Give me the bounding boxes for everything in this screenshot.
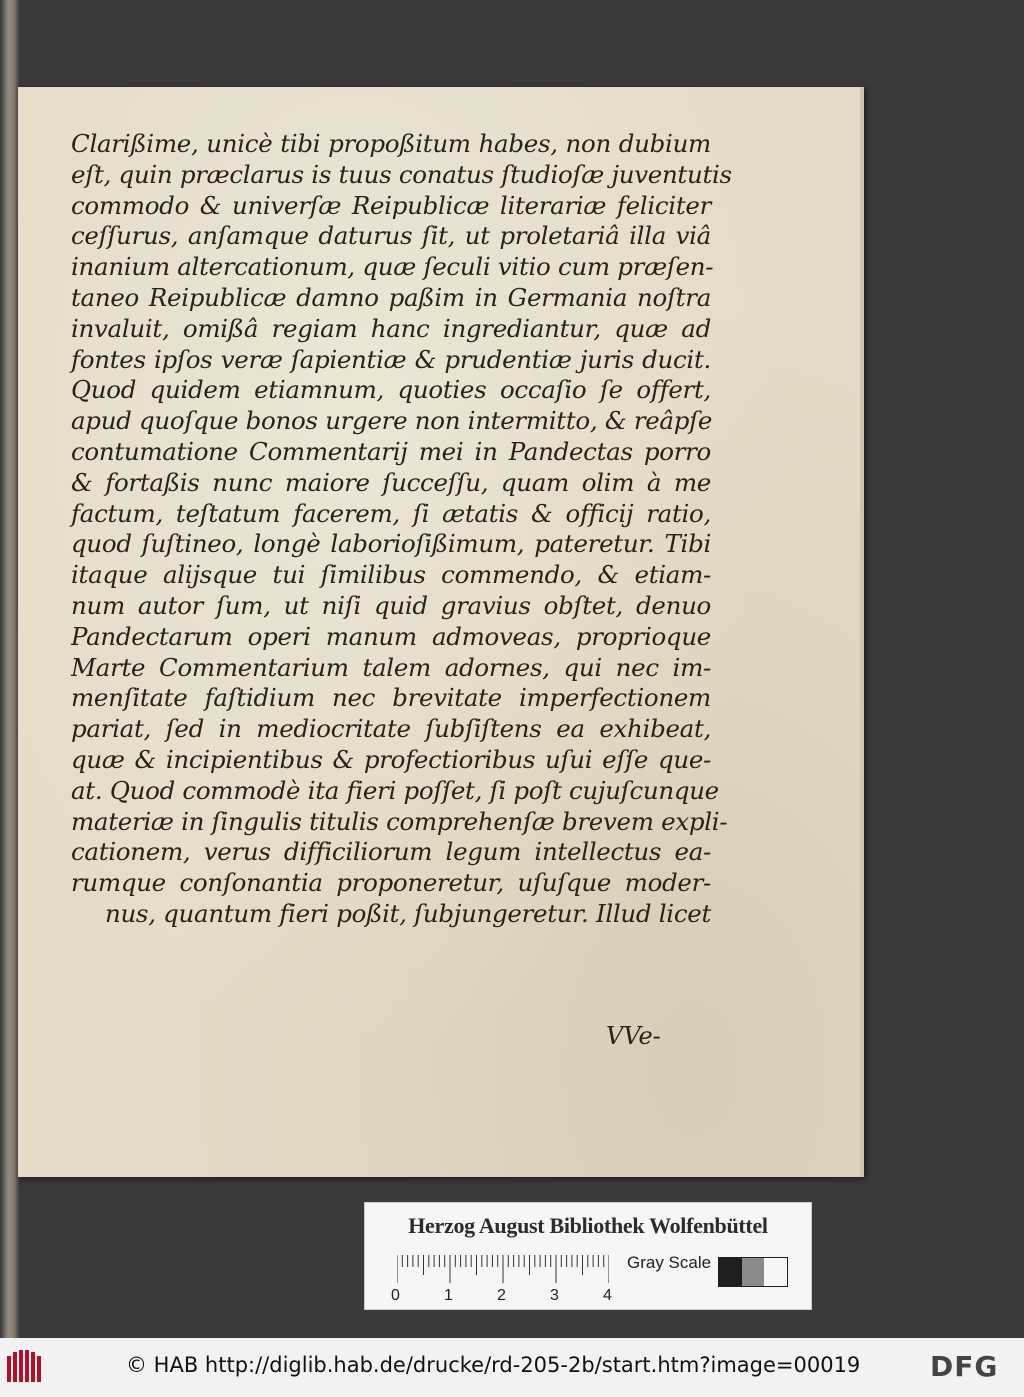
footer-copyright-url[interactable]: © HAB http://diglib.hab.de/drucke/rd-205-2b/start.htm?image=00019 bbox=[126, 1353, 861, 1377]
gray-swatch bbox=[764, 1258, 787, 1286]
adjacent-page-edge bbox=[0, 0, 20, 1340]
text-line: invaluit, omißâ regiam hanc ingrediantur, quæ ad bbox=[71, 313, 711, 343]
text-line: eſt, quin præclarus is tuus conatus ſtudioſæ juventutis bbox=[71, 159, 732, 189]
scale-ruler-icon bbox=[397, 1253, 609, 1285]
text-line: quod ſuſtineo, longè laborioſißimum, pateretur. Tibi bbox=[71, 529, 711, 559]
ruler-label: 4 bbox=[603, 1287, 612, 1304]
text-line: Pandectarum operi manum admoveas, proprioque bbox=[71, 621, 711, 651]
gray-scale-label: Gray Scale bbox=[627, 1253, 712, 1272]
text-line: nus, quantum fieri poßit, ſubjungeretur. Illud licet bbox=[104, 898, 711, 928]
text-line: rumque conſonantia proponeretur, uſuſque moder- bbox=[71, 868, 711, 898]
text-line: Marte Commentarium talem adornes, qui nec im- bbox=[71, 652, 711, 682]
text-line: Clarißime, unicè tibi propoßitum habes, non dubium bbox=[71, 129, 711, 158]
text-line: itaque alijsque tui ſimilibus commendo, & etiam- bbox=[71, 560, 711, 590]
text-line: inanium altercationum, quæ ſeculi vitio cum præſen- bbox=[71, 252, 714, 282]
gray-scale-swatches bbox=[718, 1257, 788, 1287]
text-line: factum, teſtatum facerem, ſi ætatis & officij ratio, bbox=[71, 498, 711, 528]
text-line: contumatione Commentarij mei in Pandectas porro bbox=[71, 436, 711, 466]
text-line: fontes ipſos veræ ſapientiæ & prudentiæ juris ducit. bbox=[71, 344, 711, 374]
ruler-labels bbox=[391, 1287, 621, 1307]
text-line: pariat, ſed in mediocritate ſubſiſtens ea exhibeat, bbox=[71, 714, 711, 744]
catchword: VVe- bbox=[606, 1022, 661, 1050]
gray-swatch bbox=[719, 1258, 742, 1286]
text-line: quæ & incipientibus & profectioribus uſui eſſe que- bbox=[71, 744, 711, 774]
text-line: ceſſurus, anſamque daturus ſit, ut proletariâ illa viâ bbox=[71, 221, 711, 251]
text-line: cationem, verus difficiliorum legum intellectus ea- bbox=[71, 837, 711, 867]
dfg-logo: DFG bbox=[930, 1350, 999, 1383]
text-line: & fortaßis nunc maiore ſucceſſu, quam olim à me bbox=[71, 467, 711, 497]
text-line: num autor ſum, ut niſi quid gravius obſtet, denuo bbox=[71, 590, 711, 620]
ruler-label: 0 bbox=[391, 1287, 400, 1304]
text-line: taneo Reipublicæ damno paßim in Germania noſtra bbox=[71, 282, 711, 312]
library-color-chart bbox=[364, 1202, 812, 1310]
text-line: commodo & univerſæ Reipublicæ literariæ feliciter bbox=[71, 190, 711, 220]
ruler-label: 1 bbox=[444, 1287, 453, 1304]
page-body-text bbox=[71, 129, 732, 930]
text-line: apud quoſque bonos urgere non intermitto, & reâpſe bbox=[71, 406, 713, 436]
text-line: materiæ in ſingulis titulis comprehenſæ brevem expli- bbox=[71, 806, 728, 836]
ruler-label: 3 bbox=[550, 1287, 559, 1304]
hab-logo-icon bbox=[6, 1348, 46, 1386]
text-line: menſitate faſtidium nec brevitate imperfectionem bbox=[71, 683, 711, 713]
text-line: Quod quidem etiamnum, quoties occaſio ſe offert, bbox=[71, 375, 711, 405]
gray-swatch bbox=[742, 1258, 765, 1286]
footer-bar bbox=[0, 1338, 1024, 1397]
ruler-label: 2 bbox=[497, 1287, 506, 1304]
library-name: Herzog August Bibliothek Wolfenbüttel bbox=[408, 1213, 768, 1238]
text-line: at. Quod commodè ita fieri poſſet, ſi poſt cujuſcunque bbox=[71, 775, 719, 805]
scanned-page bbox=[18, 87, 864, 1177]
